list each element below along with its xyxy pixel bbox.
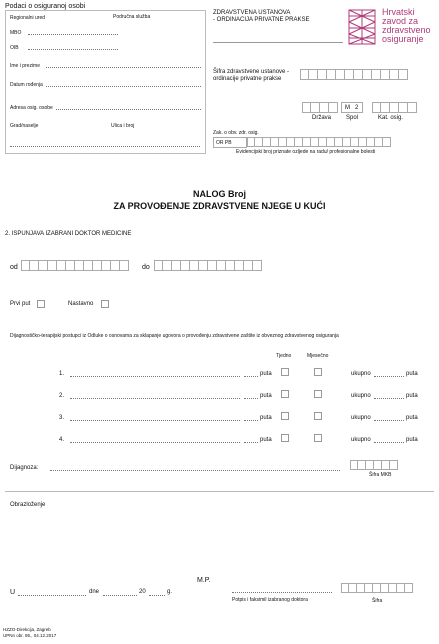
institution-line2: - ORDINACIJA PRIVATNE PRAKSE — [213, 17, 310, 23]
evidence-number-boxes[interactable] — [247, 137, 391, 147]
procedure-total-label: ukupno — [351, 393, 371, 399]
section2-heading: 2. ISPUNJAVA IZABRANI DOKTOR MEDICINE — [5, 231, 132, 237]
sex-box[interactable] — [341, 102, 363, 113]
country-boxes[interactable] — [302, 102, 338, 113]
procedure-number: 4. — [59, 437, 65, 443]
procedure-times-field[interactable] — [244, 376, 258, 377]
procedure-field[interactable] — [70, 442, 240, 443]
day-field[interactable] — [103, 595, 137, 596]
procedure-total-field[interactable] — [374, 376, 404, 377]
continued-checkbox[interactable] — [101, 300, 109, 308]
dob-label: Datum rođenja — [10, 82, 43, 88]
hzzo-logo-text — [382, 8, 431, 44]
weekly-checkbox[interactable] — [281, 412, 289, 420]
address-label: Adresa osig. osobe — [10, 105, 53, 111]
first-time-label: Prvi put — [10, 301, 31, 307]
regional-office-label: Regionalni ured — [10, 15, 46, 21]
procedure-total-times-label: puta — [406, 415, 418, 421]
diagnosis-label: Dijagnoza: — [10, 465, 39, 471]
year-suffix: g. — [167, 589, 173, 595]
form-code-line1: HZZO-Direkcija, Zagreb — [3, 627, 51, 632]
procedure-total-times-label: puta — [406, 437, 418, 443]
name-field[interactable] — [46, 67, 201, 68]
city-label: Grad/naselje — [10, 123, 39, 129]
institution-code-line1: Šifra zdravstvene ustanove - — [213, 69, 290, 75]
procedure-total-label: ukupno — [351, 415, 371, 421]
dob-field[interactable] — [46, 86, 201, 87]
sex-value: M — [345, 105, 350, 111]
oib-label: OIB — [10, 45, 19, 51]
procedure-total-times-label: puta — [406, 393, 418, 399]
signature-field[interactable] — [232, 592, 332, 593]
sex-digit: 2 — [355, 105, 359, 111]
institution-line1: ZDRAVSTVENA USTANOVA — [213, 10, 291, 16]
place-prefix: U — [10, 589, 16, 596]
address-line-field[interactable] — [10, 146, 200, 147]
procedure-times-field[interactable] — [244, 398, 258, 399]
doctor-code-label: Šifra — [372, 598, 383, 604]
procedure-field[interactable] — [70, 398, 240, 399]
monthly-checkbox[interactable] — [314, 412, 322, 420]
procedure-times-label: puta — [260, 393, 272, 399]
mkb-label: Šifra MKB — [369, 472, 392, 478]
weekly-checkbox[interactable] — [281, 434, 289, 442]
mbo-field[interactable] — [28, 34, 118, 35]
procedure-number: 3. — [59, 415, 65, 421]
monthly-checkbox[interactable] — [314, 390, 322, 398]
institution-code-boxes[interactable] — [300, 69, 408, 80]
order-title: NALOG Broj — [193, 189, 246, 199]
from-label: od — [10, 264, 18, 271]
procedure-total-field[interactable] — [374, 420, 404, 421]
procedure-number: 1. — [59, 371, 65, 377]
weekly-checkbox[interactable] — [281, 390, 289, 398]
year-prefix: 20 — [139, 589, 146, 595]
procedures-intro: Dijagnostičko-terapijski postupci iz Odluke o osnovama za sklapanje ugovora o provođenju zdravstvene zaštite iz obveznog zdravstvenog osiguranja — [10, 333, 339, 339]
orpb-box[interactable] — [213, 137, 247, 148]
section-divider — [5, 491, 434, 492]
logo-line-1: Hrvatski — [382, 7, 415, 17]
weekly-label: Tjedno — [276, 353, 292, 359]
procedure-field[interactable] — [70, 376, 240, 377]
procedure-total-label: ukupno — [351, 437, 371, 443]
procedure-field[interactable] — [70, 420, 240, 421]
order-subtitle: ZA PROVOĐENJE ZDRAVSTVENE NJEGE U KUĆI — [113, 201, 326, 211]
monthly-checkbox[interactable] — [314, 434, 322, 442]
logo-line-2: zavod za — [382, 16, 419, 26]
procedure-total-field[interactable] — [374, 442, 404, 443]
insurance-category-boxes[interactable] — [372, 102, 417, 113]
weekly-checkbox[interactable] — [281, 368, 289, 376]
hzzo-logo-icon — [347, 8, 379, 48]
monthly-label: Mjesečno — [307, 353, 329, 359]
form-code-line2: UPNn obr. 95., 04.12.2017 — [3, 633, 57, 638]
insurance-category-label: Kat. osig. — [378, 115, 404, 121]
procedure-times-label: puta — [260, 437, 272, 443]
street-label: Ulica i broj — [111, 123, 135, 129]
procedure-times-label: puta — [260, 415, 272, 421]
orpb-label: OR PB — [216, 140, 232, 146]
doctor-code-boxes[interactable] — [341, 583, 413, 593]
from-date-boxes[interactable] — [21, 260, 129, 271]
country-label: Država — [312, 115, 332, 121]
procedure-total-label: ukupno — [351, 371, 371, 377]
mkb-code-boxes[interactable] — [350, 460, 398, 470]
first-time-checkbox[interactable] — [37, 300, 45, 308]
signature-label: Potpis i faksimil izabranog doktora — [232, 597, 308, 603]
to-label: do — [142, 264, 150, 271]
name-label: Ime i prezime — [10, 63, 41, 69]
institution-name-line[interactable] — [213, 42, 343, 43]
procedure-times-field[interactable] — [244, 442, 258, 443]
year-field[interactable] — [149, 595, 165, 596]
sex-label: Spol — [346, 115, 359, 121]
legal-basis-label: Zak. o obv. zdr. osig. — [213, 130, 259, 136]
procedure-times-label: puta — [260, 371, 272, 377]
procedure-total-times-label: puta — [406, 371, 418, 377]
day-label: dne — [89, 589, 100, 595]
monthly-checkbox[interactable] — [314, 368, 322, 376]
insured-section-title: Podaci o osiguranoj osobi — [5, 3, 86, 10]
stamp-label: M.P. — [197, 577, 211, 584]
mbo-label: MBO — [10, 30, 22, 36]
to-date-boxes[interactable] — [154, 260, 262, 271]
procedure-number: 2. — [59, 393, 65, 399]
address-field[interactable] — [56, 109, 201, 110]
logo-line-4: osiguranje — [382, 34, 424, 44]
logo-line-3: zdravstveno — [382, 25, 431, 35]
place-field[interactable] — [18, 595, 86, 596]
rationale-label: Obrazloženje — [10, 502, 46, 508]
continued-label: Nastavno — [68, 301, 94, 307]
rationale-field[interactable] — [10, 512, 430, 577]
procedure-times-field[interactable] — [244, 420, 258, 421]
evidence-number-label: Evidencijski broj priznate ozljede na radu/ profesionalne bolesti — [236, 149, 376, 155]
procedure-total-field[interactable] — [374, 398, 404, 399]
insured-person-box — [5, 10, 206, 154]
institution-code-line2: ordinacije privatne prakse — [213, 76, 282, 82]
diagnosis-field[interactable] — [50, 470, 340, 471]
oib-field[interactable] — [28, 49, 118, 50]
branch-label: Područna služba — [113, 14, 151, 20]
